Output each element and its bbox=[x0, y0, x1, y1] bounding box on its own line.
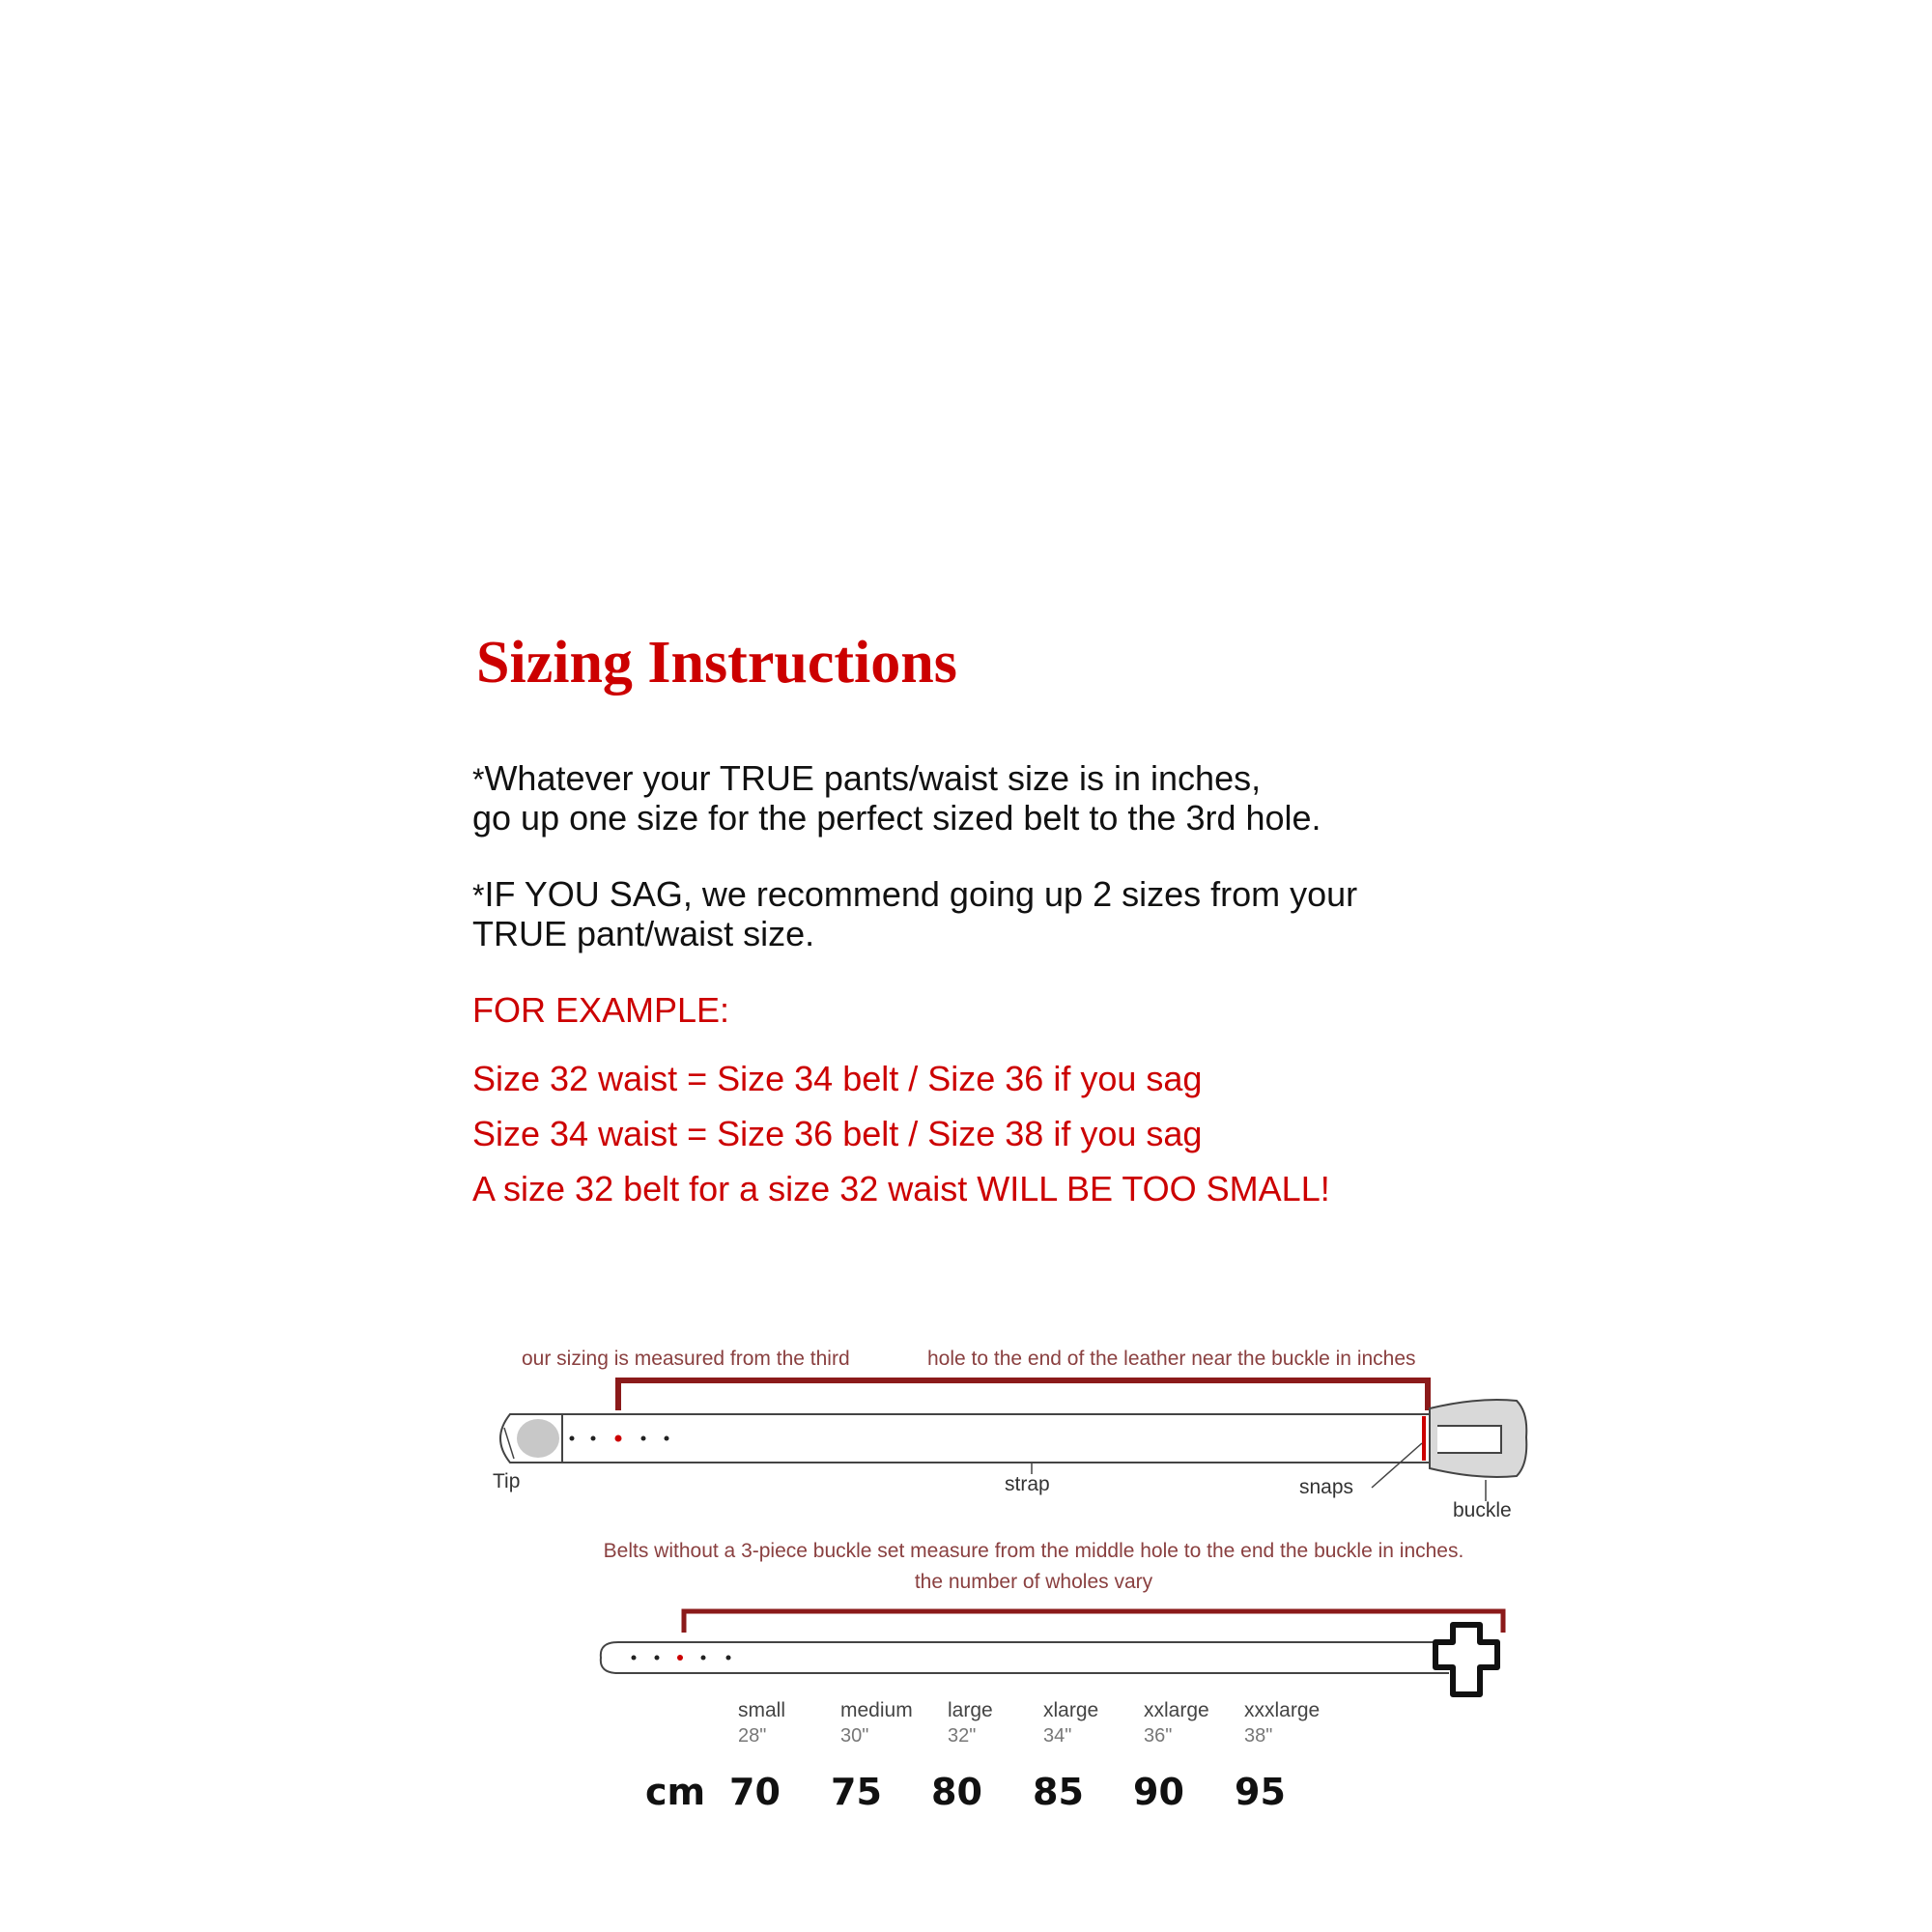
size-name-small: small bbox=[738, 1699, 786, 1721]
instruction-line: *IF YOU SAG, we recommend going up 2 sizes from your bbox=[472, 874, 1358, 914]
size-table bbox=[729, 1699, 1320, 1813]
belt-hole-third bbox=[615, 1435, 622, 1442]
instruction-line: TRUE pant/waist size. bbox=[472, 914, 815, 953]
measure-note-left: our sizing is measured from the third bbox=[522, 1348, 850, 1370]
bullet-star-icon: * bbox=[472, 762, 485, 797]
example-label: FOR EXAMPLE: bbox=[472, 990, 730, 1030]
instruction-line: *Whatever your TRUE pants/waist size is in inches, bbox=[472, 758, 1262, 798]
size-cm-xxlarge: 90 bbox=[1133, 1771, 1184, 1813]
size-cm-xxxlarge: 95 bbox=[1235, 1771, 1286, 1813]
measure-bracket-2 bbox=[684, 1611, 1503, 1633]
example-line: Size 34 waist = Size 36 belt / Size 38 if you sag bbox=[472, 1114, 1203, 1153]
instruction-line: go up one size for the perfect sized belt to the 3rd hole. bbox=[472, 798, 1321, 838]
belt-tip-shading bbox=[517, 1419, 559, 1458]
cross-buckle-icon bbox=[1435, 1625, 1497, 1694]
size-name-xxlarge: xxlarge bbox=[1144, 1699, 1209, 1721]
size-name-xxxlarge: xxxlarge bbox=[1244, 1699, 1321, 1721]
cm-label: cm bbox=[645, 1771, 706, 1813]
belt-hole bbox=[701, 1656, 706, 1661]
strap-label: strap bbox=[1005, 1473, 1050, 1495]
size-inches-large: 32" bbox=[948, 1725, 977, 1747]
belt-hole bbox=[570, 1436, 575, 1441]
note-three-piece: Belts without a 3-piece buckle set measure from the middle hole to the end the buckle in inches. bbox=[603, 1540, 1464, 1562]
size-name-xlarge: xlarge bbox=[1043, 1699, 1099, 1721]
size-inches-xxlarge: 36" bbox=[1144, 1725, 1173, 1747]
size-cm-xlarge: 85 bbox=[1033, 1771, 1084, 1813]
measure-bracket bbox=[618, 1380, 1428, 1410]
example-warning: A size 32 belt for a size 32 waist WILL BE TOO SMALL! bbox=[472, 1169, 1330, 1208]
example-line: Size 32 waist = Size 34 belt / Size 36 if you sag bbox=[472, 1059, 1203, 1098]
belt-hole bbox=[726, 1656, 731, 1661]
size-inches-medium: 30" bbox=[840, 1725, 869, 1747]
size-name-large: large bbox=[948, 1699, 993, 1721]
belt-hole-middle bbox=[677, 1655, 683, 1661]
snaps-label: snaps bbox=[1299, 1476, 1354, 1498]
size-inches-xlarge: 34" bbox=[1043, 1725, 1072, 1747]
size-cm-medium: 75 bbox=[831, 1771, 882, 1813]
belt-hole bbox=[591, 1436, 596, 1441]
belt-hole bbox=[641, 1436, 646, 1441]
size-name-medium: medium bbox=[840, 1699, 913, 1721]
size-inches-small: 28" bbox=[738, 1725, 767, 1747]
buckle-inner bbox=[1437, 1426, 1501, 1453]
bullet-star-icon: * bbox=[472, 878, 485, 913]
belt-hole bbox=[632, 1656, 637, 1661]
size-cm-small: 70 bbox=[729, 1771, 781, 1813]
tip-label: Tip bbox=[493, 1470, 521, 1492]
note-holes-vary: the number of wholes vary bbox=[914, 1571, 1153, 1593]
size-cm-large: 80 bbox=[931, 1771, 982, 1813]
page-title: Sizing Instructions bbox=[476, 630, 957, 696]
belt-hole bbox=[655, 1656, 660, 1661]
belt-strap bbox=[562, 1414, 1432, 1463]
belt-hole bbox=[665, 1436, 669, 1441]
measure-note-right: hole to the end of the leather near the buckle in inches bbox=[927, 1348, 1416, 1370]
buckle-label: buckle bbox=[1453, 1499, 1512, 1521]
size-inches-xxxlarge: 38" bbox=[1244, 1725, 1273, 1747]
